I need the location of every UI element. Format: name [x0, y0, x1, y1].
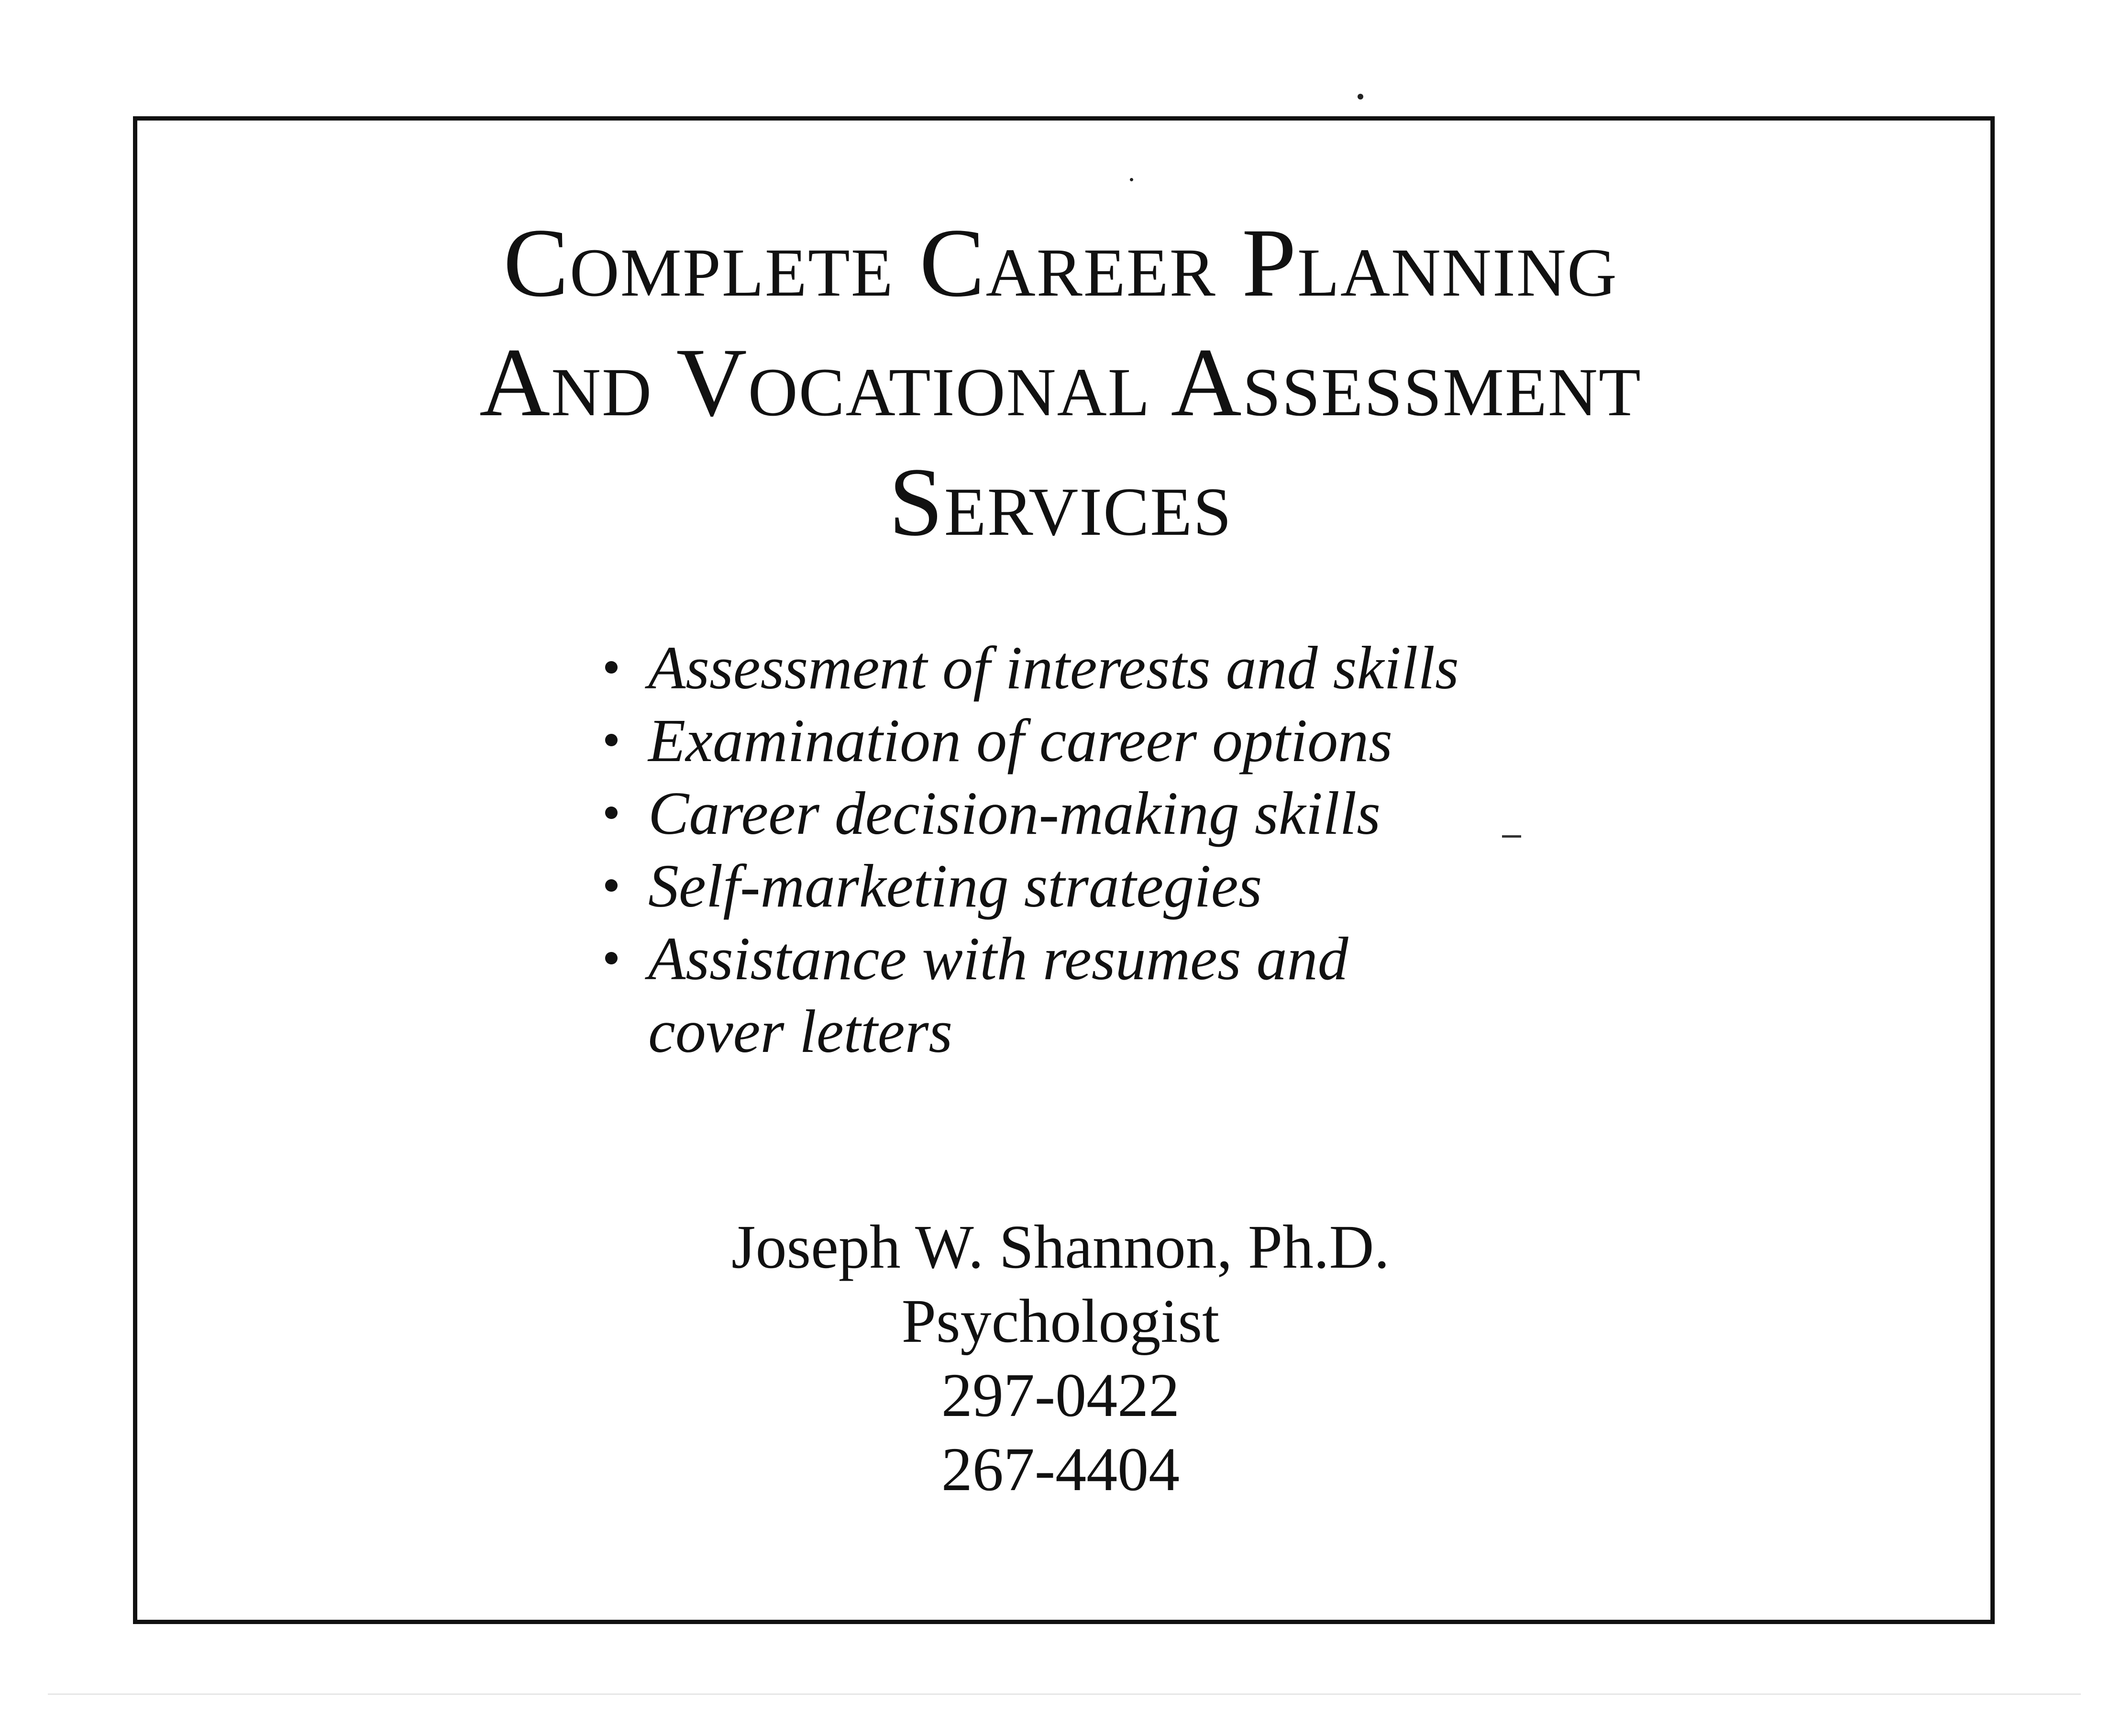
service-text: Assistance with resumes and cover letters: [648, 925, 1348, 1065]
print-speck: [1130, 178, 1133, 181]
title-line-2: And Vocational Assessment: [479, 328, 1642, 437]
contact-role: Psychologist: [901, 1287, 1220, 1356]
bullet-icon: [605, 661, 618, 674]
stray-dash-mark: [1502, 835, 1521, 838]
list-item: [596, 704, 1600, 777]
bullet-icon: [605, 807, 618, 819]
services-list: [596, 631, 1600, 1068]
list-item: [596, 850, 1600, 922]
contact-phone-1: 297-0422: [941, 1361, 1180, 1430]
ad-title: [0, 203, 2121, 562]
list-item: [596, 631, 1600, 704]
service-text: Examination of career options: [648, 707, 1392, 774]
bullet-icon: [605, 734, 618, 746]
service-text: Assessment of interests and skills: [648, 634, 1459, 702]
title-line-3: Services: [888, 448, 1233, 556]
title-line-1: Complete Career Planning: [503, 209, 1618, 317]
print-speck: [1358, 94, 1363, 100]
service-text: Self-marketing strategies: [648, 852, 1262, 920]
contact-phone-2: 267-4404: [941, 1435, 1180, 1504]
bullet-icon: [605, 952, 618, 964]
bullet-icon: [605, 879, 618, 892]
contact-name: Joseph W. Shannon, Ph.D.: [731, 1213, 1390, 1282]
list-item: [596, 777, 1600, 850]
contact-block: [0, 1210, 2121, 1507]
list-item: [596, 922, 1461, 1068]
service-text: Career decision-making skills: [648, 779, 1381, 847]
scan-edge-line: [48, 1693, 2081, 1695]
